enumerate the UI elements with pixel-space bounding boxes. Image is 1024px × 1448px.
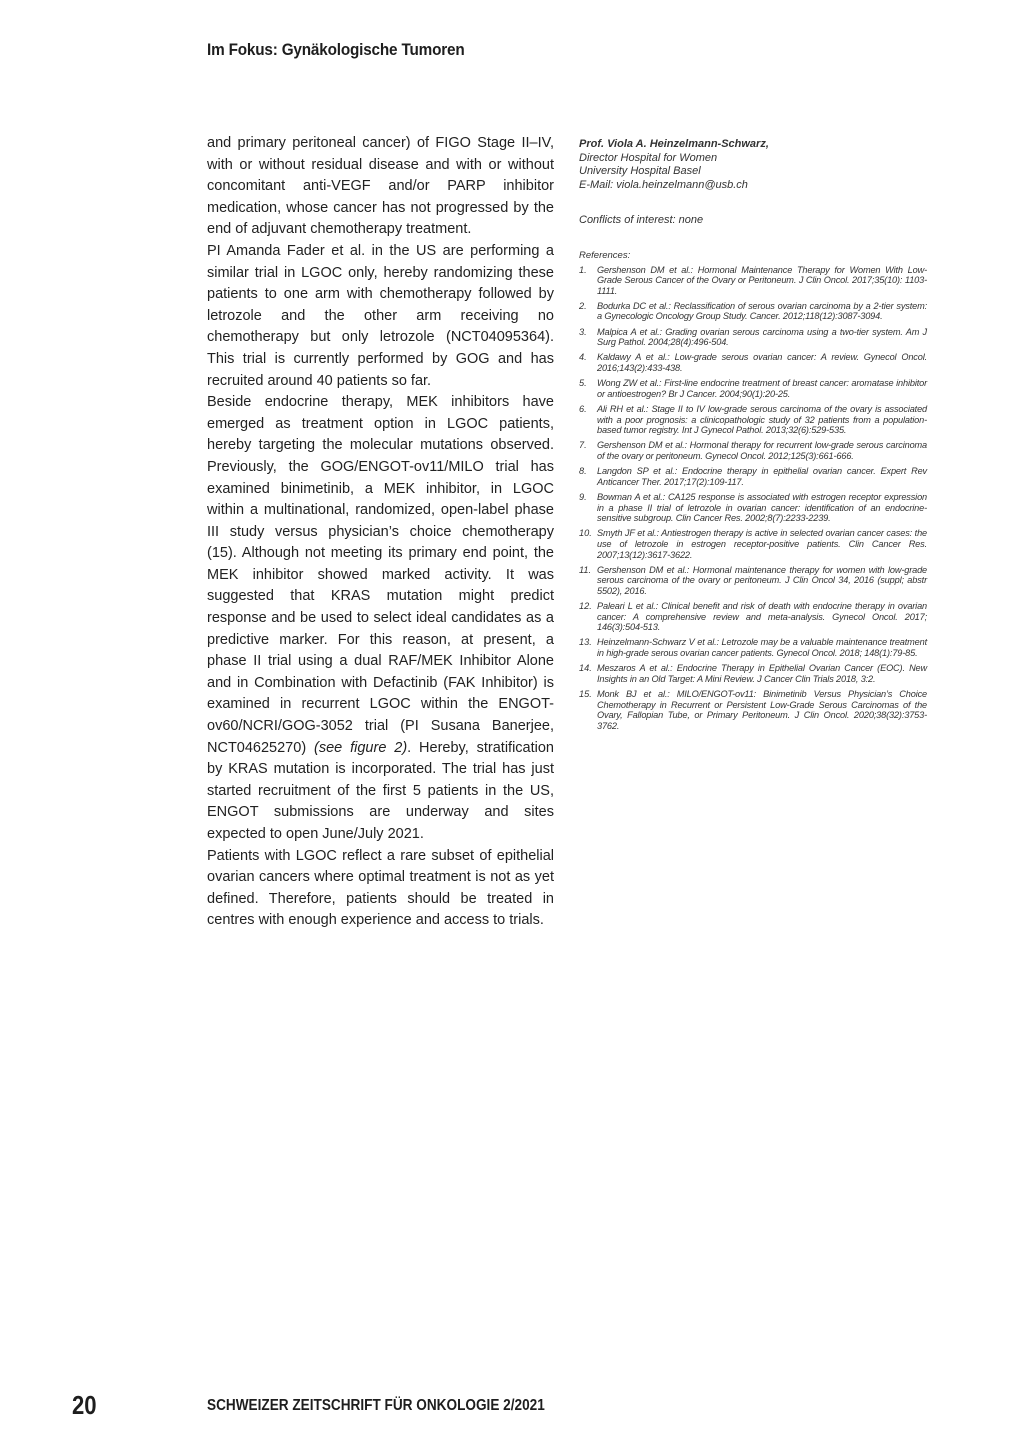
reference-item — [579, 352, 927, 373]
figure-reference: (see figure 2) — [314, 739, 408, 756]
reference-number: 2. — [579, 300, 587, 311]
reference-number: 12. — [579, 601, 592, 612]
reference-number: 3. — [579, 326, 587, 337]
reference-text: Paleari L et al.: Clinical benefit and risk of death with endocrine therapy in ovarian cancer: A comprehensive review and meta-analysis. Gynecol Oncol. 2017; 146(3):504-513. — [597, 601, 927, 633]
reference-item — [579, 528, 927, 560]
reference-item — [579, 327, 927, 348]
author-institution: University Hospital Basel — [579, 165, 701, 177]
reference-item — [579, 440, 927, 461]
author-email: E-Mail: viola.heinzelmann@usb.ch — [579, 178, 748, 191]
reference-item — [579, 378, 927, 399]
paragraph-3-text-a: Beside endocrine therapy, MEK inhibitors have emerged as treatment option in LGOC patients, hereby targeting the molecular mutations observed. Previously, the GOG/ENGOT-ov11/MILO trial has examined binimetinib, a MEK inhibitor, in LGOC within a multinational, randomized, open-label phase III study versus physician’s choice chemotherapy (15). Although not meeting its primary end point, the MEK inhibitor showed marked activity. It was suggested that KRAS mutation might predict response and be used to select ideal candidates as a predictive marker. For this reason, at present, a phase II trial using a dual RAF/MEK Inhibitor Alone and in Combination with Defactinib (FAK Inhibitor) is examined in recurrent LGOC within the ENGOT-ov60/NCRI/GOG-3052 trial (PI Susana Banerjee, NCT04625270) — [207, 394, 554, 756]
reference-text: Heinzelmann-Schwarz V et al.: Letrozole may be a valuable maintenance treatment in high-grade serous ovarian cancer patients. Gynecol Oncol. 2018; 148(1):79-85. — [597, 637, 927, 659]
reference-number: 10. — [579, 528, 592, 539]
reference-text: Meszaros A et al.: Endocrine Therapy in Epithelial Ovarian Cancer (EOC). New Insights in an Old Target: A Mini Review. J Cancer Clin Trials 2018, 3:2. — [597, 663, 927, 684]
reference-text: Smyth JF et al.: Antiestrogen therapy is active in selected ovarian cancer cases: the use of letrozole in estrogen receptor-positive patients. Clin Cancer Res. 2007;13(12):3617-3622. — [597, 528, 927, 560]
reference-item — [579, 466, 927, 487]
page-number: 20 — [72, 1390, 97, 1420]
reference-text: Bodurka DC et al.: Reclassification of serous ovarian carcinoma by a 2-tier system: a Gynecologic Oncology Group Study. Cancer. 2012;118(12):3087-3094. — [597, 300, 927, 322]
reference-item — [579, 404, 927, 436]
reference-text: Bowman A et al.: CA125 response is associated with estrogen receptor expression in a phase II trial of letrozole in ovarian cancer: identification of an endocrine-sensitive subgroup. Clin Cancer Res. 2002;8(7):2233-2239. — [597, 491, 927, 524]
reference-item — [579, 565, 927, 597]
paragraph-3-text-b: . Hereby, stratification by KRAS mutation is incorporated. The trial has just started recruitment of the first 5 patients in the US, ENGOT submissions are underway and sites expected to open June/July 2021. — [207, 739, 554, 842]
reference-number: 1. — [579, 264, 587, 275]
section-title: Im Fokus: Gynäkologische Tumoren — [207, 40, 465, 59]
reference-text: Ali RH et al.: Stage II to IV low-grade serous carcinoma of the ovary is associated with a poor prognosis: a clinicopathologic study of 32 patients from a population-based tumor registry. Int J Gynecol Pathol. 2013;32(6):529-535. — [597, 404, 927, 436]
reference-number: 7. — [579, 440, 587, 451]
reference-number: 13. — [579, 637, 592, 648]
reference-item — [579, 601, 927, 633]
reference-number: 15. — [579, 689, 592, 699]
reference-number: 6. — [579, 404, 587, 414]
journal-name: SCHWEIZER ZEITSCHRIFT FÜR ONKOLOGIE 2/2021 — [207, 1397, 545, 1414]
reference-item — [579, 301, 927, 322]
reference-number: 14. — [579, 663, 592, 674]
references-list — [579, 265, 927, 732]
author-block — [579, 138, 927, 192]
reference-text: Monk BJ et al.: MILO/ENGOT-ov11: Binimetinib Versus Physician’s Choice Chemotherapy in Recurrent or Persistent Low-Grade Serous Carcinomas of the Ovary, Fallopian Tube, or Primary Peritoneum. J Clin Oncol. 2020;38(32):3753-3762. — [597, 689, 927, 731]
references-heading: References: — [579, 249, 631, 261]
reference-item — [579, 637, 927, 658]
side-column — [579, 138, 927, 736]
conflicts-of-interest: Conflicts of interest: none — [579, 214, 704, 226]
author-position: Director Hospital for Women — [579, 151, 718, 164]
reference-text: Gershenson DM et al.: Hormonal Maintenance Therapy for Women With Low-Grade Serous Cancer of the Ovary or Peritoneum. J Clin Oncol. 2017;35(10): 1103-1111. — [597, 264, 927, 296]
reference-number: 4. — [579, 352, 587, 363]
paragraph-4: Patients with LGOC reflect a rare subset of epithelial ovarian cancers where optimal treatment is not as yet defined. Therefore, patients should be treated in centres with enough experience and access to trials. — [207, 847, 554, 929]
reference-number: 5. — [579, 378, 587, 389]
paragraph-3 — [207, 392, 554, 845]
paragraph-1: and primary peritoneal cancer) of FIGO Stage II–IV, with or without residual disease and with or without concomitant anti-VEGF and/or PARP inhibitor medication, whose cancer has not progressed by the end of adjuvant chemotherapy treatment. — [207, 135, 554, 238]
reference-item — [579, 689, 927, 731]
reference-number: 11. — [579, 564, 592, 575]
reference-text: Malpica A et al.: Grading ovarian serous carcinoma using a two-tier system. Am J Surg Pathol. 2004;28(4):496-504. — [597, 326, 927, 348]
reference-text: Wong ZW et al.: First-line endocrine treatment of breast cancer: aromatase inhibitor or antioestrogen? Br J Cancer. 2004;90(1):20-25. — [597, 378, 927, 399]
reference-text: Langdon SP et al.: Endocrine therapy in epithelial ovarian cancer. Expert Rev Anticancer Ther. 2017;17(2):109-117. — [597, 466, 927, 487]
reference-number: 9. — [579, 491, 587, 502]
reference-text: Gershenson DM et al.: Hormonal maintenance therapy for women with low-grade serous carcinoma of the ovary or peritoneum. J Clin Oncol 34, 2016 (suppl; abstr 5502), 2016. — [597, 564, 927, 596]
reference-item — [579, 265, 927, 297]
reference-item — [579, 663, 927, 684]
main-text-column — [207, 133, 554, 932]
author-name: Prof. Viola A. Heinzelmann-Schwarz, — [579, 138, 769, 150]
paragraph-2: PI Amanda Fader et al. in the US are performing a similar trial in LGOC only, hereby randomizing these patients to one arm with chemotherapy followed by letrozole and the other arm receiving no chemotherapy but only letrozole (NCT04095364). This trial is currently performed by GOG and has recruited around 40 patients so far. — [207, 242, 554, 389]
reference-text: Kaldawy A et al.: Low-grade serous ovarian cancer: A review. Gynecol Oncol. 2016;143(2):433-438. — [597, 352, 927, 374]
reference-text: Gershenson DM et al.: Hormonal therapy for recurrent low-grade serous carcinoma of the ovary or peritoneum. Gynecol Oncol. 2012;125(3):661-666. — [597, 440, 927, 461]
reference-item — [579, 492, 927, 524]
reference-number: 8. — [579, 466, 587, 477]
